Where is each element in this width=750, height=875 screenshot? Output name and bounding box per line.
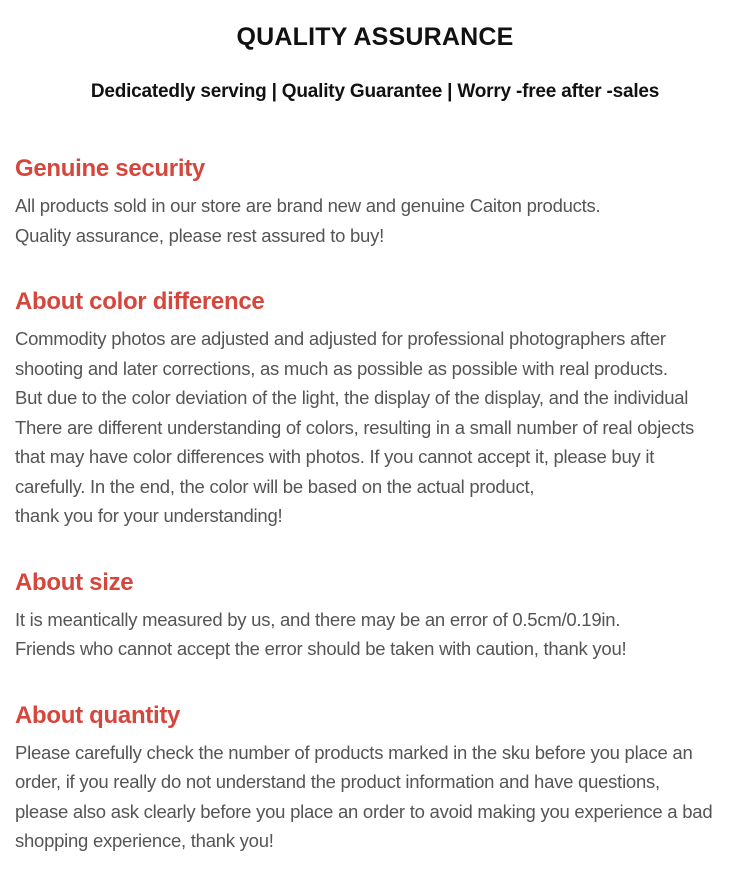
body-line: It is meantically measured by us, and there may be an error of 0.5cm/0.19in. bbox=[15, 608, 621, 630]
section-genuine-security bbox=[15, 153, 735, 250]
body-line: Friends who cannot accept the error should be taken with caution, thank you! bbox=[15, 638, 627, 659]
section-heading: About quantity bbox=[15, 701, 181, 729]
body-line: please also ask clearly before you place an order to avoid making you experience a bad bbox=[15, 800, 713, 822]
body-line: carefully. In the end, the color will be based on the actual product, bbox=[15, 475, 535, 497]
body-line: Quality assurance, please rest assured to buy! bbox=[15, 224, 384, 246]
body-line: There are different understanding of colors, resulting in a small number of real objects bbox=[15, 416, 694, 438]
section-quantity bbox=[15, 700, 735, 856]
section-color-difference bbox=[15, 286, 735, 531]
body-line: thank you for your understanding! bbox=[15, 505, 283, 526]
section-heading: About color difference bbox=[15, 288, 265, 315]
body-line: Please carefully check the number of products marked in the sku before you place an bbox=[15, 741, 693, 763]
body-line: All products sold in our store are brand new and genuine Caiton products. bbox=[15, 195, 601, 216]
body-line: shooting and later corrections, as much as possible as possible with real products. bbox=[15, 357, 668, 379]
section-size bbox=[15, 567, 735, 664]
page-subtitle: Dedicatedly serving | Quality Guarantee | Worry -free after -sales bbox=[90, 81, 660, 102]
body-line: that may have color differences with photos. If you cannot accept it, please buy it bbox=[15, 446, 655, 467]
section-heading: Genuine security bbox=[15, 155, 205, 182]
body-line: order, if you really do not understand the product information and have questions, bbox=[15, 771, 660, 792]
section-heading: About size bbox=[15, 568, 134, 596]
body-line: shopping experience, thank you! bbox=[15, 830, 274, 851]
page-title: QUALITY ASSURANCE bbox=[236, 23, 514, 51]
body-line: Commodity photos are adjusted and adjusted for professional photographers after bbox=[15, 328, 666, 349]
body-line: But due to the color deviation of the light, the display of the display, and the individual bbox=[15, 387, 689, 408]
